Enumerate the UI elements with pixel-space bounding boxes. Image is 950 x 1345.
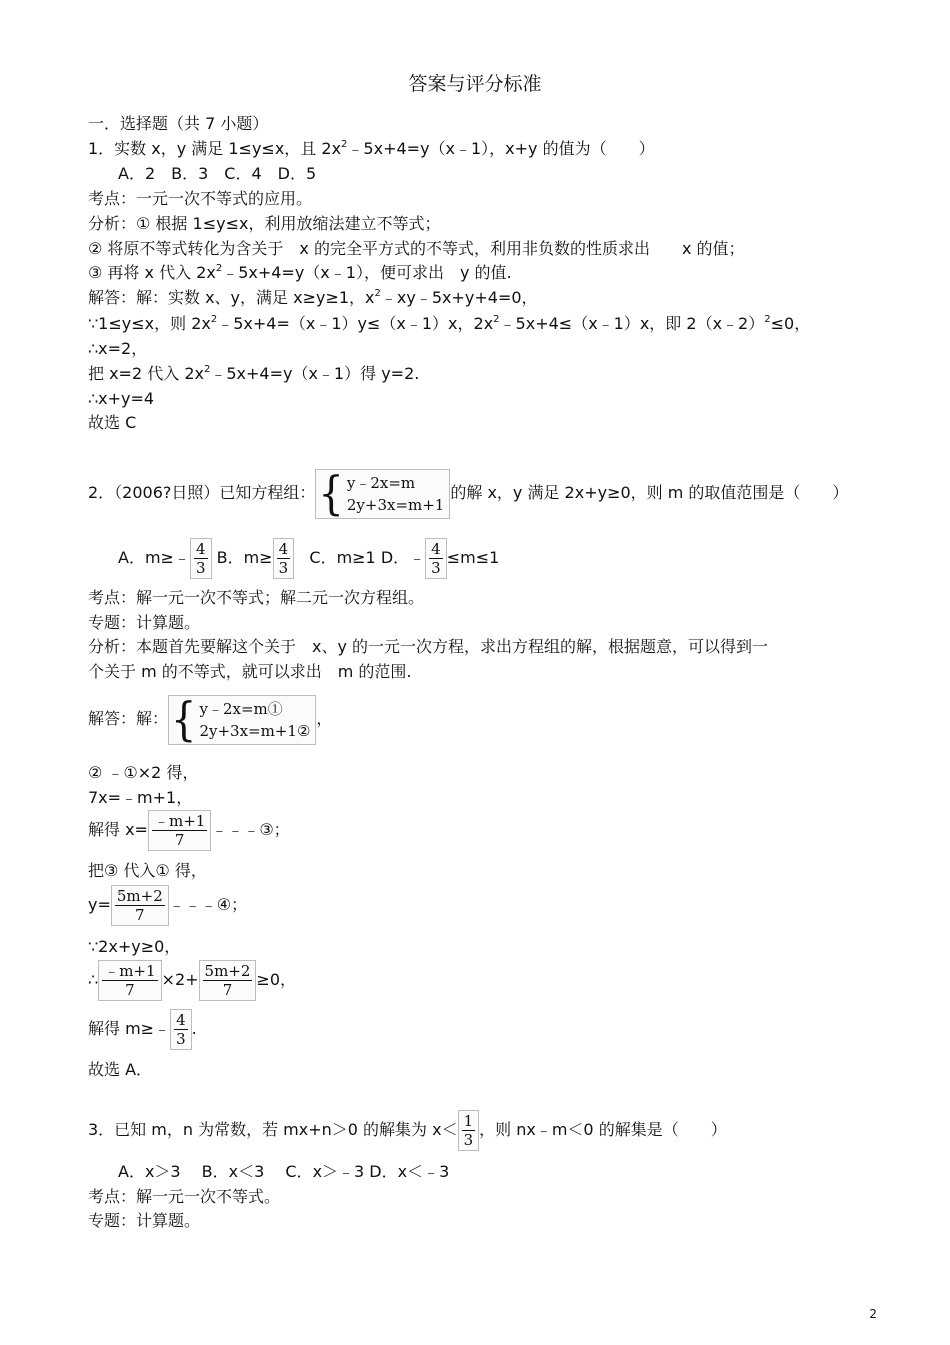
q2-step-8: 解得 m≥﹣ $\frac{4}{3}$ . (88, 1011, 197, 1048)
q2-answer: 故选 A． (88, 1060, 153, 1079)
q1-jieda-4: 把 x=2 代入 $2x^2﹣5x+4=y(x﹣1)$得 y=2. (88, 364, 420, 383)
q1-fenxi-3: ③ 再将 x 代入 $2x^2﹣5x+4=y(x﹣1)$，便可求出 y 的值. (88, 263, 512, 282)
q2-step-4: 把③ 代入① 得， (88, 861, 207, 880)
q1-fenxi-2: ② 将原不等式转化为含关于 x 的完全平方式的不等式，利用非负数的性质求出 x 的值； (88, 239, 745, 258)
q1-answer: 故选 C (88, 413, 137, 432)
q3-stem: 3．已知 m，n 为常数，若 mx+n＞0 的解集为 x＜ $\frac{1}{3}$ ，则 nx﹣m＜0 的解集是（ ） (88, 1112, 727, 1149)
q2-step-2: 7x=﹣m+1， (88, 788, 193, 807)
q3-zhuanti: 专题：计算题。 (88, 1211, 201, 1230)
q1-jieda-5: ∴x+y=4 (88, 389, 155, 408)
q2-step-3: 解得 x= $\frac{﹣m+1}{7}$ ﹣﹣﹣③； (88, 812, 290, 849)
q1-jieda-1: 解答：解：实数 x、y，满足 x≥y≥1，$x^2﹣xy﹣5x+y+4=0$， (88, 288, 538, 307)
q2-fenxi-1: 分析：本题首先要解这个关于 x、y 的一元一次方程，求出方程组的解，根据题意，可以得到一 (88, 637, 769, 656)
fraction-y-value: $\frac{5m+2}{7}$ (111, 885, 169, 926)
q1-options: A．2 B．3 C．4 D．5 (118, 164, 317, 183)
section-heading: 一．选择题（共 7 小题） (88, 114, 269, 133)
q1-jieda-3: ∴x=2， (88, 339, 148, 358)
page-number: 2 (869, 1307, 877, 1321)
fraction-four-thirds: $\frac{4}{3}$ (190, 538, 212, 579)
page-title: 答案与评分标准 (408, 73, 542, 95)
q2-step-6: ∵2x+y≥0， (88, 937, 181, 956)
fraction-four-thirds: $\frac{4}{3}$ (170, 1009, 192, 1050)
q1-kaodian: 考点：一元一次不等式的应用。 (88, 189, 313, 208)
fraction-four-thirds: $\frac{4}{3}$ (425, 538, 447, 579)
q2-zhuanti: 专题：计算题。 (88, 613, 201, 632)
fraction-x-value: $\frac{﹣m+1}{7}$ (98, 960, 161, 1001)
q2-step-1: ② ﹣①×2 得， (88, 763, 199, 782)
q3-kaodian: 考点：解一元一次不等式。 (88, 1187, 281, 1206)
fraction-four-thirds: $\frac{4}{3}$ (273, 538, 295, 579)
q2-kaodian: 考点：解一元一次不等式；解二元一次方程组。 (88, 588, 425, 607)
q2-fenxi-2: 个关于 m 的不等式，就可以求出 m 的范围. (88, 662, 412, 681)
q1-jieda-2: ∵1≤y≤x，则 $2x^2﹣5x+4=(x﹣1)y\le(x﹣1)x$，$2x^2﹣5x+4\le(x﹣1)x$，即 2（x﹣2）$^2$≤0， (88, 314, 811, 333)
q2-solution-equation-system: { y﹣2x=m① 2y+3x=m+1② (168, 695, 316, 745)
q2-jieda: 解答：解： { y﹣2x=m① 2y+3x=m+1② ， (88, 693, 333, 746)
fraction-one-third: $\frac{1}{3}$ (458, 1110, 480, 1151)
q2-options: A．m≥﹣ $\frac{4}{3}$ B．m≥ $\frac{4}{3}$ C．m≥1 D．﹣ $\frac{4}{3}$ ≤m≤1 (118, 540, 500, 577)
fraction-x-value: $\frac{﹣m+1}{7}$ (148, 810, 211, 851)
q3-options: A．x＞3 B．x＜3 C．x＞﹣3 D．x＜﹣3 (118, 1162, 450, 1181)
q2-equation-system: { y﹣2x=m 2y+3x=m+1 (315, 469, 450, 519)
q2-stem: 2．（2006?日照）已知方程组： { y﹣2x=m 2y+3x=m+1 的解 x，y 满足 2x+y≥0，则 m 的取值范围是（ ） (88, 467, 849, 520)
fraction-y-value: $\frac{5m+2}{7}$ (199, 960, 257, 1001)
q2-step-7: ∴ $\frac{﹣m+1}{7}$ ×2+ $\frac{5m+2}{7}$ ≥0， (88, 962, 297, 999)
q1-fenxi-1: 分析：① 根据 1≤y≤x，利用放缩法建立不等式； (88, 214, 441, 233)
q1-stem: 1．实数 x，y 满足 1≤y≤x，且 $2x^2﹣5x+4=y(x﹣1)$，x+y 的值为（ ） (88, 139, 655, 158)
q2-step-5: y= $\frac{5m+2}{7}$ ﹣﹣﹣④； (88, 887, 248, 924)
